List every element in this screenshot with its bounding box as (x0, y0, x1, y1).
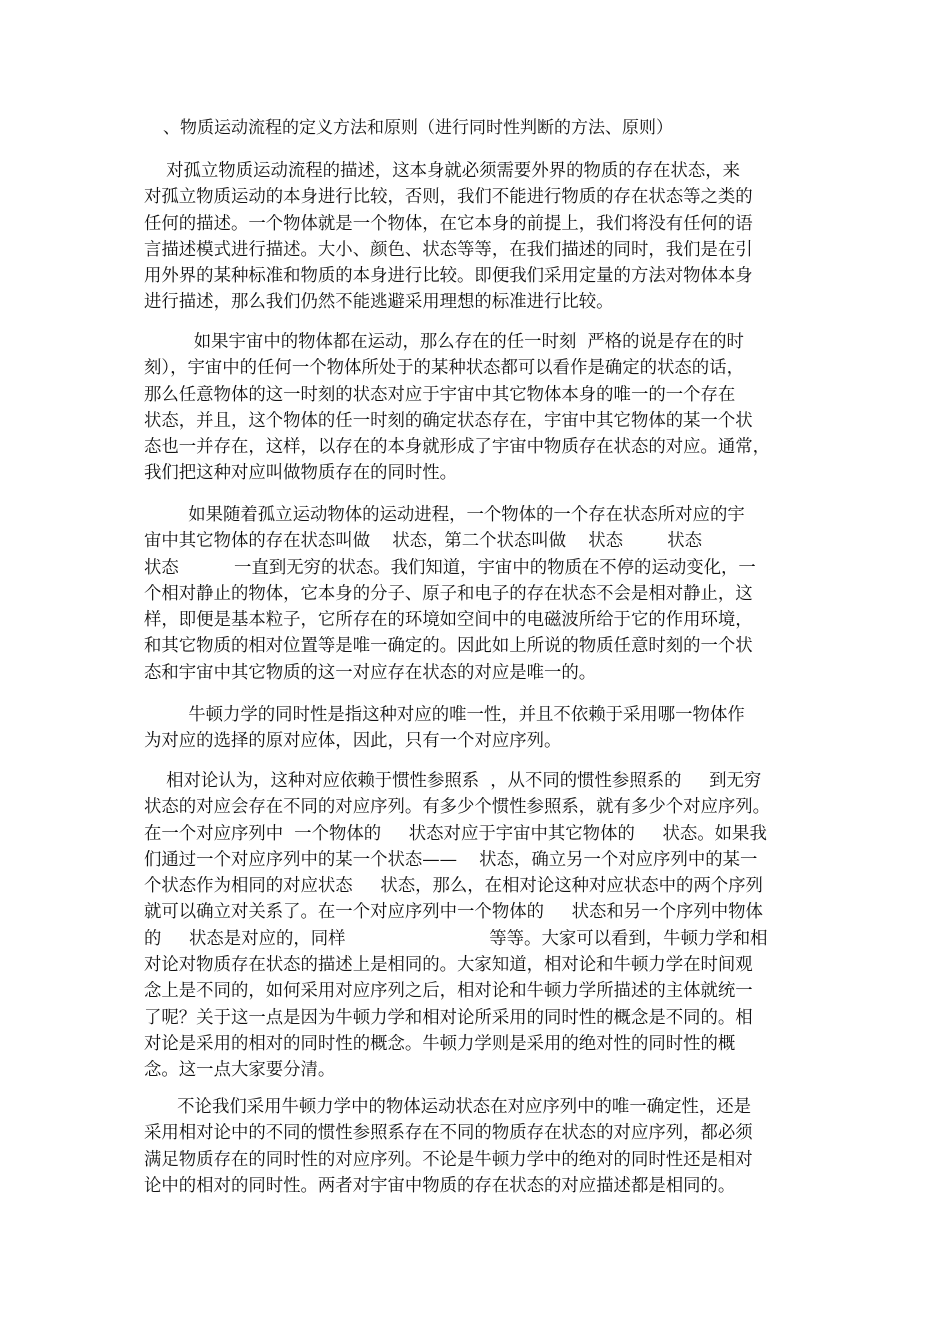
text-line: 如果随着孤立运动物体的运动进程，一个物体的一个存在状态所对应的宇 (144, 505, 745, 525)
text-line: 对孤立物质运动流程的描述，这本身就必须需要外界的物质的存在状态，来 (144, 161, 741, 181)
text-line: 满足物质存在的同时性的对应序列。不论是牛顿力学中的绝对的同时性还是相对 (144, 1149, 753, 1170)
paragraph-relativity-simultaneity (144, 768, 806, 1084)
text-line: 论中的相对的同时性。两者对宇宙中物质的存在状态的对应描述都是相同的。 (144, 1175, 736, 1196)
text-line: 的 状态是对应的，同样 等等。大家可以看到，牛顿力学和相 (144, 928, 768, 949)
text-line: 对孤立物质运动的本身进行比较，否则，我们不能进行物质的存在状态等之类的 (144, 187, 753, 208)
text-line: 用外界的某种标准和物质的本身进行比较。即便我们采用定量的方法对物体本身 (144, 266, 753, 287)
text-line: 念上是不同的，如何采用对应序列之后，相对论和牛顿力学所描述的主体就统一 (144, 981, 753, 1002)
paragraph-simultaneity-definition (144, 329, 806, 487)
text-line: 们通过一个对应序列中的某一个状态—— 状态，确立另一个对应序列中的某一 (144, 849, 758, 870)
text-line: 对论是采用的相对的同时性的概念。牛顿力学则是采用的绝对性的同时性的概 (144, 1033, 736, 1054)
text-line: 如果宇宙中的物体都在运动，那么存在的任一时刻 严格的说是存在的时 (144, 332, 744, 352)
text-line: 个状态作为相同的对应状态 状态，那么，在相对论这种对应状态中的两个序列 (144, 876, 763, 897)
text-line: 状态的对应会存在不同的对应序列。有多少个惯性参照系，就有多少个对应序列。 (144, 797, 771, 818)
text-line: 样，即便是基本粒子，它所存在的环境如空间中的电磁波所给于它的作用环境， (144, 610, 753, 631)
text-line: 在一个对应序列中 一个物体的 状态对应于宇宙中其它物体的 状态。如果我 (144, 823, 767, 844)
text-line: 态也一并存在，这样，以存在的本身就形成了宇宙中物质存在状态的对应。通常， (144, 437, 771, 458)
paragraph-conclusion (144, 1094, 806, 1199)
text-line: 了呢？关于这一点是因为牛顿力学和相对论所采用的同时性的概念是不同的。相 (144, 1007, 753, 1028)
paragraph-newtonian-simultaneity (144, 702, 806, 755)
text-line: 相对论认为，这种对应依赖于惯性参照系 ，从不同的惯性参照系的 到无穷 (144, 771, 762, 791)
text-line: 宙中其它物体的存在状态叫做 状态，第二个状态叫做 状态 状态 (144, 531, 702, 552)
text-line: 进行描述，那么我们仍然不能逃避采用理想的标准进行比较。 (144, 292, 614, 313)
text-line: 状态，并且，这个物体的任一时刻的确定状态存在，宇宙中其它物体的某一个状 (144, 410, 753, 431)
paragraph-state-sequence (144, 502, 806, 686)
text-line: 和其它物质的相对位置等是唯一确定的。因此如上所说的物质任意时刻的一个状 (144, 636, 753, 657)
text-line: 为对应的选择的原对应体，因此，只有一个对应序列。 (144, 731, 562, 752)
text-line: 就可以确立对关系了。在一个对应序列中一个物体的 状态和另一个序列中物体 (144, 902, 763, 923)
text-line: 那么任意物体的这一时刻的状态对应于宇宙中其它物体本身的唯一的一个存在 (144, 384, 736, 405)
section-heading: 、物质运动流程的定义方法和原则（进行同时性判断的方法、原则） (163, 118, 673, 138)
text-line: 刻），宇宙中的任何一个物体所处于的某种状态都可以看作是确定的状态的话， (144, 358, 744, 379)
text-line: 不论我们采用牛顿力学中的物体运动状态在对应序列中的唯一确定性，还是 (144, 1097, 752, 1117)
text-line: 念。这一点大家要分清。 (144, 1060, 336, 1081)
paragraph-isolated-motion (144, 158, 806, 316)
text-line: 言描述模式进行描述。大小、颜色、状态等等，在我们描述的同时，我们是在引 (144, 239, 753, 260)
text-line: 个相对静止的物体，它本身的分子、原子和电子的存在状态不会是相对静止，这 (144, 583, 753, 604)
text-line: 状态 一直到无穷的状态。我们知道，宇宙中的物质在不停的运动变化，一 (144, 557, 756, 578)
text-line: 采用相对论中的不同的惯性参照系存在不同的物质存在状态的对应序列，都必须 (144, 1123, 753, 1144)
text-line: 牛顿力学的同时性是指这种对应的唯一性，并且不依赖于采用哪一物体作 (144, 705, 745, 725)
text-line: 我们把这种对应叫做物质存在的同时性。 (144, 463, 458, 484)
text-line: 任何的描述。一个物体就是一个物体，在它本身的前提上，我们将没有任何的语 (144, 213, 753, 234)
text-line: 态和宇宙中其它物质的这一对应存在状态的对应是唯一的。 (144, 662, 597, 683)
text-line: 对论对物质存在状态的描述上是相同的。大家知道，相对论和牛顿力学在时间观 (144, 955, 753, 976)
